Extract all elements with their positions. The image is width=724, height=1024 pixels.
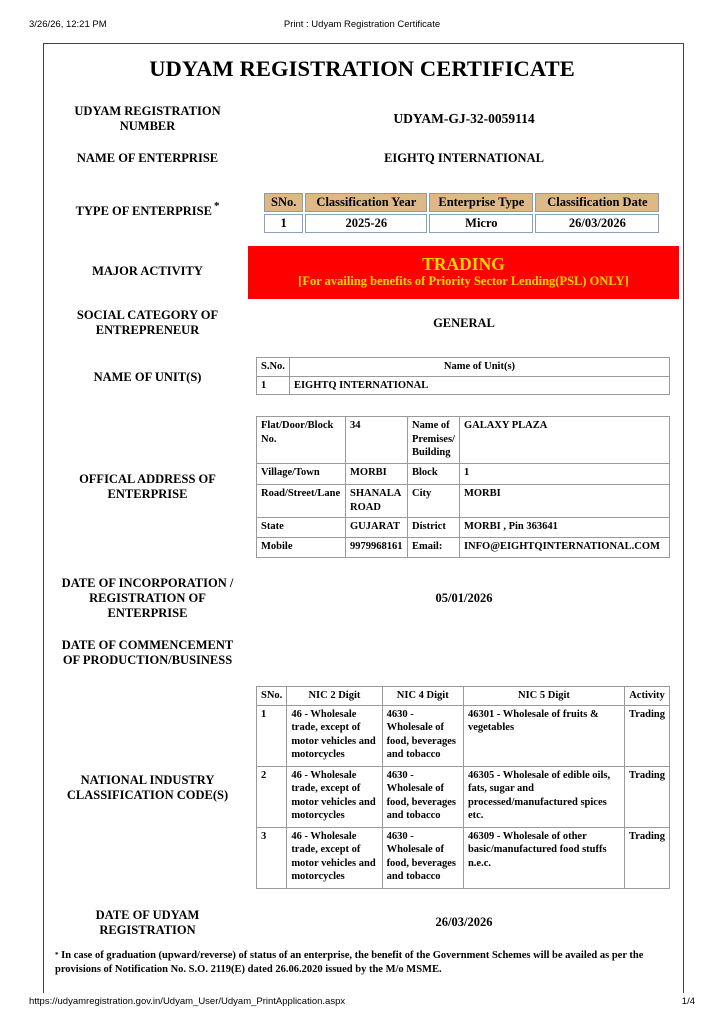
social-category-label: SOCIAL CATEGORY OF ENTREPRENEUR <box>76 308 219 337</box>
table-row: 1 46 - Wholesale trade, except of motor vehicles and motorcycles 4630 - Wholesale of food, beverages and tobacco 46301 - Wholesale of fruits & vegetables Trading <box>257 705 670 766</box>
udyam-date-value: 26/03/2026 <box>435 915 493 929</box>
col-header: NIC 4 Digit <box>382 687 463 706</box>
registration-number-label: UDYAM REGISTRATION NUMBER <box>74 104 221 133</box>
certificate-title: UDYAM REGISTRATION CERTIFICATE <box>149 56 575 81</box>
incorporation-value: 05/01/2026 <box>435 591 493 605</box>
registration-number-value: UDYAM-GJ-32-0059114 <box>393 111 535 126</box>
table-row: Road/Street/Lane SHANALA ROAD City MORBI <box>257 485 670 518</box>
units-label: NAME OF UNIT(S) <box>93 370 202 384</box>
asterisk-marker: * <box>213 200 220 212</box>
enterprise-type-label: TYPE OF ENTERPRISE * <box>75 200 220 218</box>
major-activity-label: MAJOR ACTIVITY <box>92 264 203 278</box>
email-value: INFO@EIGHTQINTERNATIONAL.COM <box>459 538 669 558</box>
commencement-label: DATE OF COMMENCEMENT OF PRODUCTION/BUSINESS <box>61 638 234 667</box>
col-header: NIC 5 Digit <box>463 687 624 706</box>
col-header: Activity <box>625 687 670 706</box>
address-table <box>256 416 670 558</box>
major-activity-value: TRADING <box>422 254 505 274</box>
col-header: SNo. <box>264 193 303 212</box>
major-activity-note: [For availing benefits of Priority Sector Lending(PSL) ONLY] <box>298 274 629 288</box>
enterprise-name-label: NAME OF ENTERPRISE <box>76 151 219 165</box>
nic-table <box>256 686 670 889</box>
footnote-text: In case of graduation (upward/reverse) of status of an enterprise, the benefit of the Government Schemes will be availed as per the provisions of Notification No. S.O. 2119(E) dated 26.06.2020 issued by the M/o MSME. <box>55 950 644 975</box>
footnote-marker: * <box>55 951 59 959</box>
table-row: State GUJARAT District MORBI , Pin 363641 <box>257 518 670 538</box>
enterprise-name-value: EIGHTQ INTERNATIONAL <box>384 151 544 165</box>
udyam-date-label: DATE OF UDYAM REGISTRATION <box>95 908 200 937</box>
col-header: Classification Year <box>305 193 427 212</box>
print-page-title: Print : Udyam Registration Certificate <box>283 19 441 30</box>
table-row: Flat/Door/Block No. 34 Name of Premises/ Building GALAXY PLAZA <box>257 417 670 464</box>
col-header: Name of Unit(s) <box>289 358 669 377</box>
address-label: OFFICAL ADDRESS OF ENTERPRISE <box>79 472 216 501</box>
print-url: https://udyamregistration.gov.in/Udyam_User/Udyam_PrintApplication.aspx <box>29 996 346 1007</box>
table-row: 3 46 - Wholesale trade, except of motor vehicles and motorcycles 4630 - Wholesale of food, beverages and tobacco 46309 - Wholesale of other basic/manufactured food stuffs n.e.c. Trading <box>257 827 670 888</box>
col-header: SNo. <box>257 687 287 706</box>
col-header: Enterprise Type <box>429 193 533 212</box>
footnote <box>55 949 675 977</box>
table-row: 1 EIGHTQ INTERNATIONAL <box>257 376 670 395</box>
table-row: Mobile 9979968161 Email: INFO@EIGHTQINTERNATIONAL.COM <box>257 538 670 558</box>
table-row: 2 46 - Wholesale trade, except of motor vehicles and motorcycles 4630 - Wholesale of food, beverages and tobacco 46305 - Wholesale of edible oils, fats, sugar and processed/manufactured spices etc. Trading <box>257 766 670 827</box>
social-category-value: GENERAL <box>433 316 495 330</box>
page-number: 1/4 <box>681 996 695 1007</box>
major-activity-box <box>248 246 679 299</box>
table-row: Village/Town MORBI Block 1 <box>257 464 670 485</box>
classification-table <box>262 191 661 235</box>
units-table <box>256 357 670 395</box>
print-datetime: 3/26/26, 12:21 PM <box>29 19 107 30</box>
incorporation-label: DATE OF INCORPORATION / REGISTRATION OF ENTERPRISE <box>61 576 234 620</box>
col-header: NIC 2 Digit <box>287 687 382 706</box>
table-row: 1 2025-26 Micro 26/03/2026 <box>264 214 659 233</box>
col-header: Classification Date <box>535 193 659 212</box>
nic-label: NATIONAL INDUSTRY CLASSIFICATION CODE(S) <box>66 773 229 802</box>
col-header: S.No. <box>257 358 290 377</box>
